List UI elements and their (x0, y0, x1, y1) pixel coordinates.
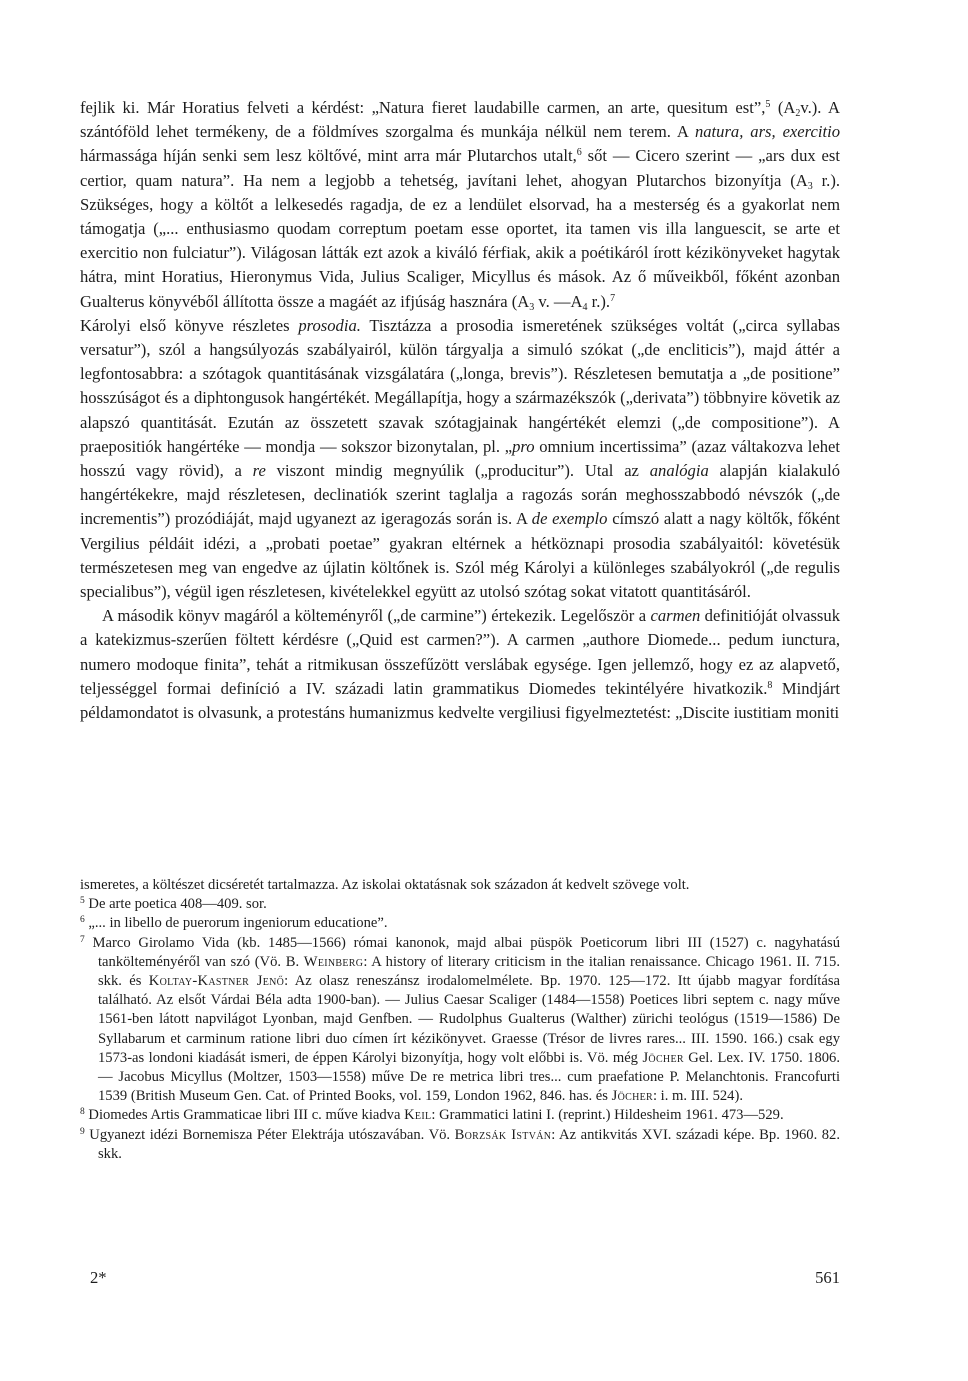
footnote-8: $^8$ Diomedes Artis Grammaticae libri III c. műve kiadva Keil: Grammatici latini I. (reprint.) Hildesheim 1961. 473—529. (80, 1107, 784, 1124)
footnote-9: $^9$ Ugyanezt idézi Bornemisza Péter Elektrája utószavában. Vö. Borzsák István: Az antikvitás XVI. századi képe. Bp. 1960. 82. skk. (80, 1126, 840, 1162)
paragraph-3: A második könyv magáról a költeményről („de carmine”) értekezik. Legelőször a carmen definitióját olvassuk a katekizmus-szerűen föltett kérdésre („Quid est carmen?”). A carmen „authore Diomede... pedum iunctura, numero modoque finita”, tehát a ritmikusan összefűzött verslábak egysége. Igen jellemző, hogy ez az alapvető, teljességgel formai definíció a IV. századi latin grammatikus Diomedes tekintélyére hivatkozik.$^8$ Mindjárt példamondatot is olvasunk, a protestáns humanizmus kedvelte vergiliusi figyelmeztetést: „Discite iustitiam moniti (80, 606, 840, 723)
paragraph-2: Károlyi első könyve részletes prosodia. Tisztázza a prosodia ismeretének szükséges voltát („circa syllabas versatur”), szól a hangsúlyozás szabályairól, külön tárgyalja a simuló szókat („de encliticis”), majd áttér a legfontosabbra: a szótagok quantitásának vizsgálatára („longa, brevis”). Részletesen bemutatja a „de positione” hosszúságot és a diphtongusok hangértékét. Megállapítja, hogy a származékszók („derivata”) többnyire követik az alapszó quantitását. Ezután az összetett szavak szótagjainak hangértékét elemzi („de compositione”). A praepositiók hangértéke — mondja — sokszor bizonytalan, pl. „pro omnium incertissima” (azaz váltakozva lehet hosszú vagy rövid), a re viszont mindig megnyúlik („producitur”). Utal az analógia alapján kialakuló hangértékekre, majd részletesen, declinatiók szerint taglalja a ragozás során meghosszabbodó névszók („de incrementis”) prozódiáját, majd ugyanezt az igeragozás során is. A de exemplo címszó alatt a nagy költők, főként Vergilius példáit idézi, a „probati poetae” gyakran eltérnek a hétköznapi prosodia szabályaitól: követésük természetesen meg van engedve az újlatin költőnek is. Szól még Károlyi a különleges szabályokról („de regulis specialibus”), végül igen részletesen, kivételekkel együtt az utolsó szótag sokat vitatott quantitásáról. (80, 315, 840, 602)
page (80, 96, 841, 1287)
footnote-7: $^7$ Marco Girolamo Vida (kb. 1485—1566) római kanonok, majd albai püspök Poeticorum libri III (1527) c. nagyhatású tankölteményéről van szó (Vö. B. Weinberg: A history of literary criticism in the italian renaissance. Chicago 1961. II. 715. skk. és Koltay-Kastner Jenő: Az olasz reneszánsz irodalomelmélete. Bp. 1970. 125—172. Itt újabb magyar fordítása található. Az elsőt Várdai Béla adta 1900-ban). — Julius Caesar Scaliger (1484—1558) Poetices libri septem c. nagy műve 1561-ben látott napvilágot Lyonban, majd Genfben. — Rudolphus Gualterus (Walther) zürichi teológus (1519—1586) De Syllabarum et carminum ratione libri duo címen írt kézikönyvet. Graesse (Trésor de livres rares... III. 1590. 166.) csak egy 1573-as londoni kiadását ismeri, de éppen Károlyi bizonyítja, hogy volt előbbi is. Vö. még Jöcher Gel. Lex. IV. 1750. 1806. — Jacobus Micyllus (Moltzer, 1503—1558) műve De re metrica libri tres... cum praefatione P. Melanchtonis. Francofurti 1539 (British Museum Gen. Cat. of Printed Books, vol. 159, London 1962, 846. has. és Jöcher: i. m. III. 524). (80, 934, 841, 1105)
footnote-ref-6: 6 (576, 147, 582, 159)
footnotes (80, 876, 840, 1164)
footnote-6: $^6$ „... in libello de puerorum ingeniorum educatione”. (80, 915, 388, 932)
page-number: 561 (815, 1268, 840, 1287)
footnote-5: $^5$ De arte poetica 408—409. sor. (80, 896, 267, 913)
paragraph-1: fejlik ki. Már Horatius felveti a kérdést: „Natura fieret laudabille carmen, an arte, quesitum est”,$^5$ $(A_2v.)$. A szántóföld lehet termékeny, de a földmíves szorgalma és munkája nélkül nem terem. A natura, ars, exercitio hármassága híján senki sem lesz költővé, mint arra már Plutarchos utalt,$^6$ sőt — Cicero szerint — „ars dux est certior, quam natura”. Ha nem a legjobb a tehetség, javítani lehet, ahogyan Plutarchos bizonyítja ($A_3$ r.). Szükséges, hogy a költőt a lelkesedés ragadja, de ez a lendület elsorvad, ha a mesterség és a gyakorlat nem támogatja („... enthusiasmo quodam correptum poetam esse oportet, ita tamen vis illa languescit, se arte et exercitio non fulciatur”). Világosan látták ezt azok a kiváló férfiak, akik a poétikáról írott kézikönyveket hagytak hátra, mint Horatius, Hieronymus Vida, Julius Scaliger, Micyllus és mások. Az ő műveikből, főként azonban Gualterus könyvéből állította össze a magáét az ifjúság hasznára ($A_3$ v. $—A_4$ r.).$^7$ (80, 98, 840, 313)
body-text (80, 96, 840, 725)
footnote-continuation: ismeretes, a költészet dicséretét tartalmazza. Az iskolai oktatásnak sok századon át kedvelt szövege volt. (80, 877, 690, 893)
footnote-ref-8: 8 (767, 679, 773, 691)
footnote-ref-7: 7 (610, 292, 616, 304)
footnote-ref-5: 5 (765, 99, 771, 110)
signature-mark: 2* (90, 1268, 107, 1287)
